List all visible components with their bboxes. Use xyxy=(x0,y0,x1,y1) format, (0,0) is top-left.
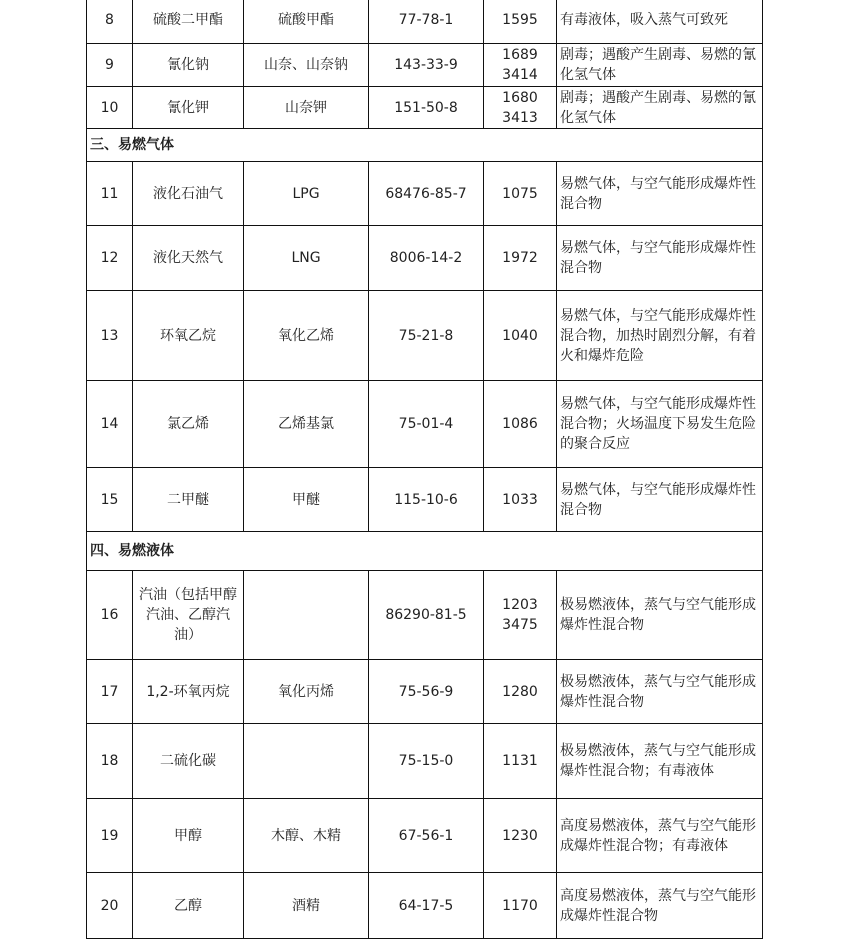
table-row xyxy=(87,162,763,226)
hazard-description: 高度易燃液体，蒸气与空气能形成爆炸性混合物 xyxy=(557,873,763,939)
chemical-name: 氰化钠 xyxy=(133,44,244,87)
un-number: 1680 3413 xyxy=(484,87,557,129)
hazard-description: 极易燃液体，蒸气与空气能形成爆炸性混合物 xyxy=(557,660,763,724)
table-row xyxy=(87,381,763,468)
row-number: 8 xyxy=(87,0,133,44)
hazard-description: 极易燃液体，蒸气与空气能形成爆炸性混合物；有毒液体 xyxy=(557,724,763,799)
table-row xyxy=(87,226,763,291)
section-header-row xyxy=(87,532,763,571)
un-number: 1280 xyxy=(484,660,557,724)
chemical-alias: 酒精 xyxy=(244,873,369,939)
hazard-description: 易燃气体，与空气能形成爆炸性混合物 xyxy=(557,226,763,291)
chemical-alias: LNG xyxy=(244,226,369,291)
cas-number: 75-15-0 xyxy=(369,724,484,799)
hazardous-chemicals-table xyxy=(86,0,763,939)
cas-number: 67-56-1 xyxy=(369,799,484,873)
un-number: 1595 xyxy=(484,0,557,44)
table-row xyxy=(87,799,763,873)
table-row xyxy=(87,0,763,44)
section-title: 四、易燃液体 xyxy=(87,532,763,571)
chemical-name: 甲醇 xyxy=(133,799,244,873)
un-number: 1075 xyxy=(484,162,557,226)
hazard-description: 易燃气体，与空气能形成爆炸性混合物，加热时剧烈分解，有着火和爆炸危险 xyxy=(557,291,763,381)
table-row xyxy=(87,724,763,799)
un-number: 1203 3475 xyxy=(484,571,557,660)
row-number: 20 xyxy=(87,873,133,939)
un-number: 1689 3414 xyxy=(484,44,557,87)
row-number: 9 xyxy=(87,44,133,87)
cas-number: 86290-81-5 xyxy=(369,571,484,660)
table-row xyxy=(87,44,763,87)
chemical-alias: 氧化乙烯 xyxy=(244,291,369,381)
row-number: 18 xyxy=(87,724,133,799)
chemical-name: 氯乙烯 xyxy=(133,381,244,468)
cas-number: 77-78-1 xyxy=(369,0,484,44)
chemical-name: 乙醇 xyxy=(133,873,244,939)
table-row xyxy=(87,87,763,129)
un-number: 1170 xyxy=(484,873,557,939)
hazard-description: 剧毒；遇酸产生剧毒、易燃的氰化氢气体 xyxy=(557,44,763,87)
row-number: 19 xyxy=(87,799,133,873)
table-row xyxy=(87,873,763,939)
chemical-name: 液化石油气 xyxy=(133,162,244,226)
row-number: 12 xyxy=(87,226,133,291)
table-row xyxy=(87,468,763,532)
row-number: 10 xyxy=(87,87,133,129)
table-row xyxy=(87,660,763,724)
table-row xyxy=(87,571,763,660)
hazard-description: 极易燃液体，蒸气与空气能形成爆炸性混合物 xyxy=(557,571,763,660)
cas-number: 75-01-4 xyxy=(369,381,484,468)
row-number: 13 xyxy=(87,291,133,381)
chemical-name: 二甲醚 xyxy=(133,468,244,532)
chemical-alias: 山奈、山奈钠 xyxy=(244,44,369,87)
chemical-alias: 硫酸甲酯 xyxy=(244,0,369,44)
chemical-alias: 氧化丙烯 xyxy=(244,660,369,724)
chemical-alias: 木醇、木精 xyxy=(244,799,369,873)
un-number: 1033 xyxy=(484,468,557,532)
chemical-name: 硫酸二甲酯 xyxy=(133,0,244,44)
cas-number: 68476-85-7 xyxy=(369,162,484,226)
chemical-name: 汽油（包括甲醇汽油、乙醇汽油） xyxy=(133,571,244,660)
hazard-description: 易燃气体，与空气能形成爆炸性混合物 xyxy=(557,468,763,532)
chemical-name: 氰化钾 xyxy=(133,87,244,129)
cas-number: 64-17-5 xyxy=(369,873,484,939)
hazard-description: 有毒液体，吸入蒸气可致死 xyxy=(557,0,763,44)
cas-number: 143-33-9 xyxy=(369,44,484,87)
row-number: 15 xyxy=(87,468,133,532)
row-number: 16 xyxy=(87,571,133,660)
un-number: 1230 xyxy=(484,799,557,873)
chemical-name: 二硫化碳 xyxy=(133,724,244,799)
un-number: 1131 xyxy=(484,724,557,799)
cas-number: 75-56-9 xyxy=(369,660,484,724)
chemical-alias: 山奈钾 xyxy=(244,87,369,129)
un-number: 1086 xyxy=(484,381,557,468)
chemical-alias xyxy=(244,724,369,799)
chemical-name: 环氧乙烷 xyxy=(133,291,244,381)
un-number: 1040 xyxy=(484,291,557,381)
chemical-alias xyxy=(244,571,369,660)
hazard-description: 易燃气体，与空气能形成爆炸性混合物；火场温度下易发生危险的聚合反应 xyxy=(557,381,763,468)
table-row xyxy=(87,291,763,381)
cas-number: 75-21-8 xyxy=(369,291,484,381)
cas-number: 8006-14-2 xyxy=(369,226,484,291)
chemical-alias: 甲醚 xyxy=(244,468,369,532)
row-number: 17 xyxy=(87,660,133,724)
cas-number: 115-10-6 xyxy=(369,468,484,532)
hazard-description: 易燃气体，与空气能形成爆炸性混合物 xyxy=(557,162,763,226)
chemical-name: 1,2-环氧丙烷 xyxy=(133,660,244,724)
section-title: 三、易燃气体 xyxy=(87,129,763,162)
un-number: 1972 xyxy=(484,226,557,291)
hazard-description: 高度易燃液体，蒸气与空气能形成爆炸性混合物；有毒液体 xyxy=(557,799,763,873)
chemical-name: 液化天然气 xyxy=(133,226,244,291)
chemical-alias: LPG xyxy=(244,162,369,226)
cas-number: 151-50-8 xyxy=(369,87,484,129)
hazard-description: 剧毒；遇酸产生剧毒、易燃的氰化氢气体 xyxy=(557,87,763,129)
chemical-alias: 乙烯基氯 xyxy=(244,381,369,468)
row-number: 14 xyxy=(87,381,133,468)
section-header-row xyxy=(87,129,763,162)
row-number: 11 xyxy=(87,162,133,226)
